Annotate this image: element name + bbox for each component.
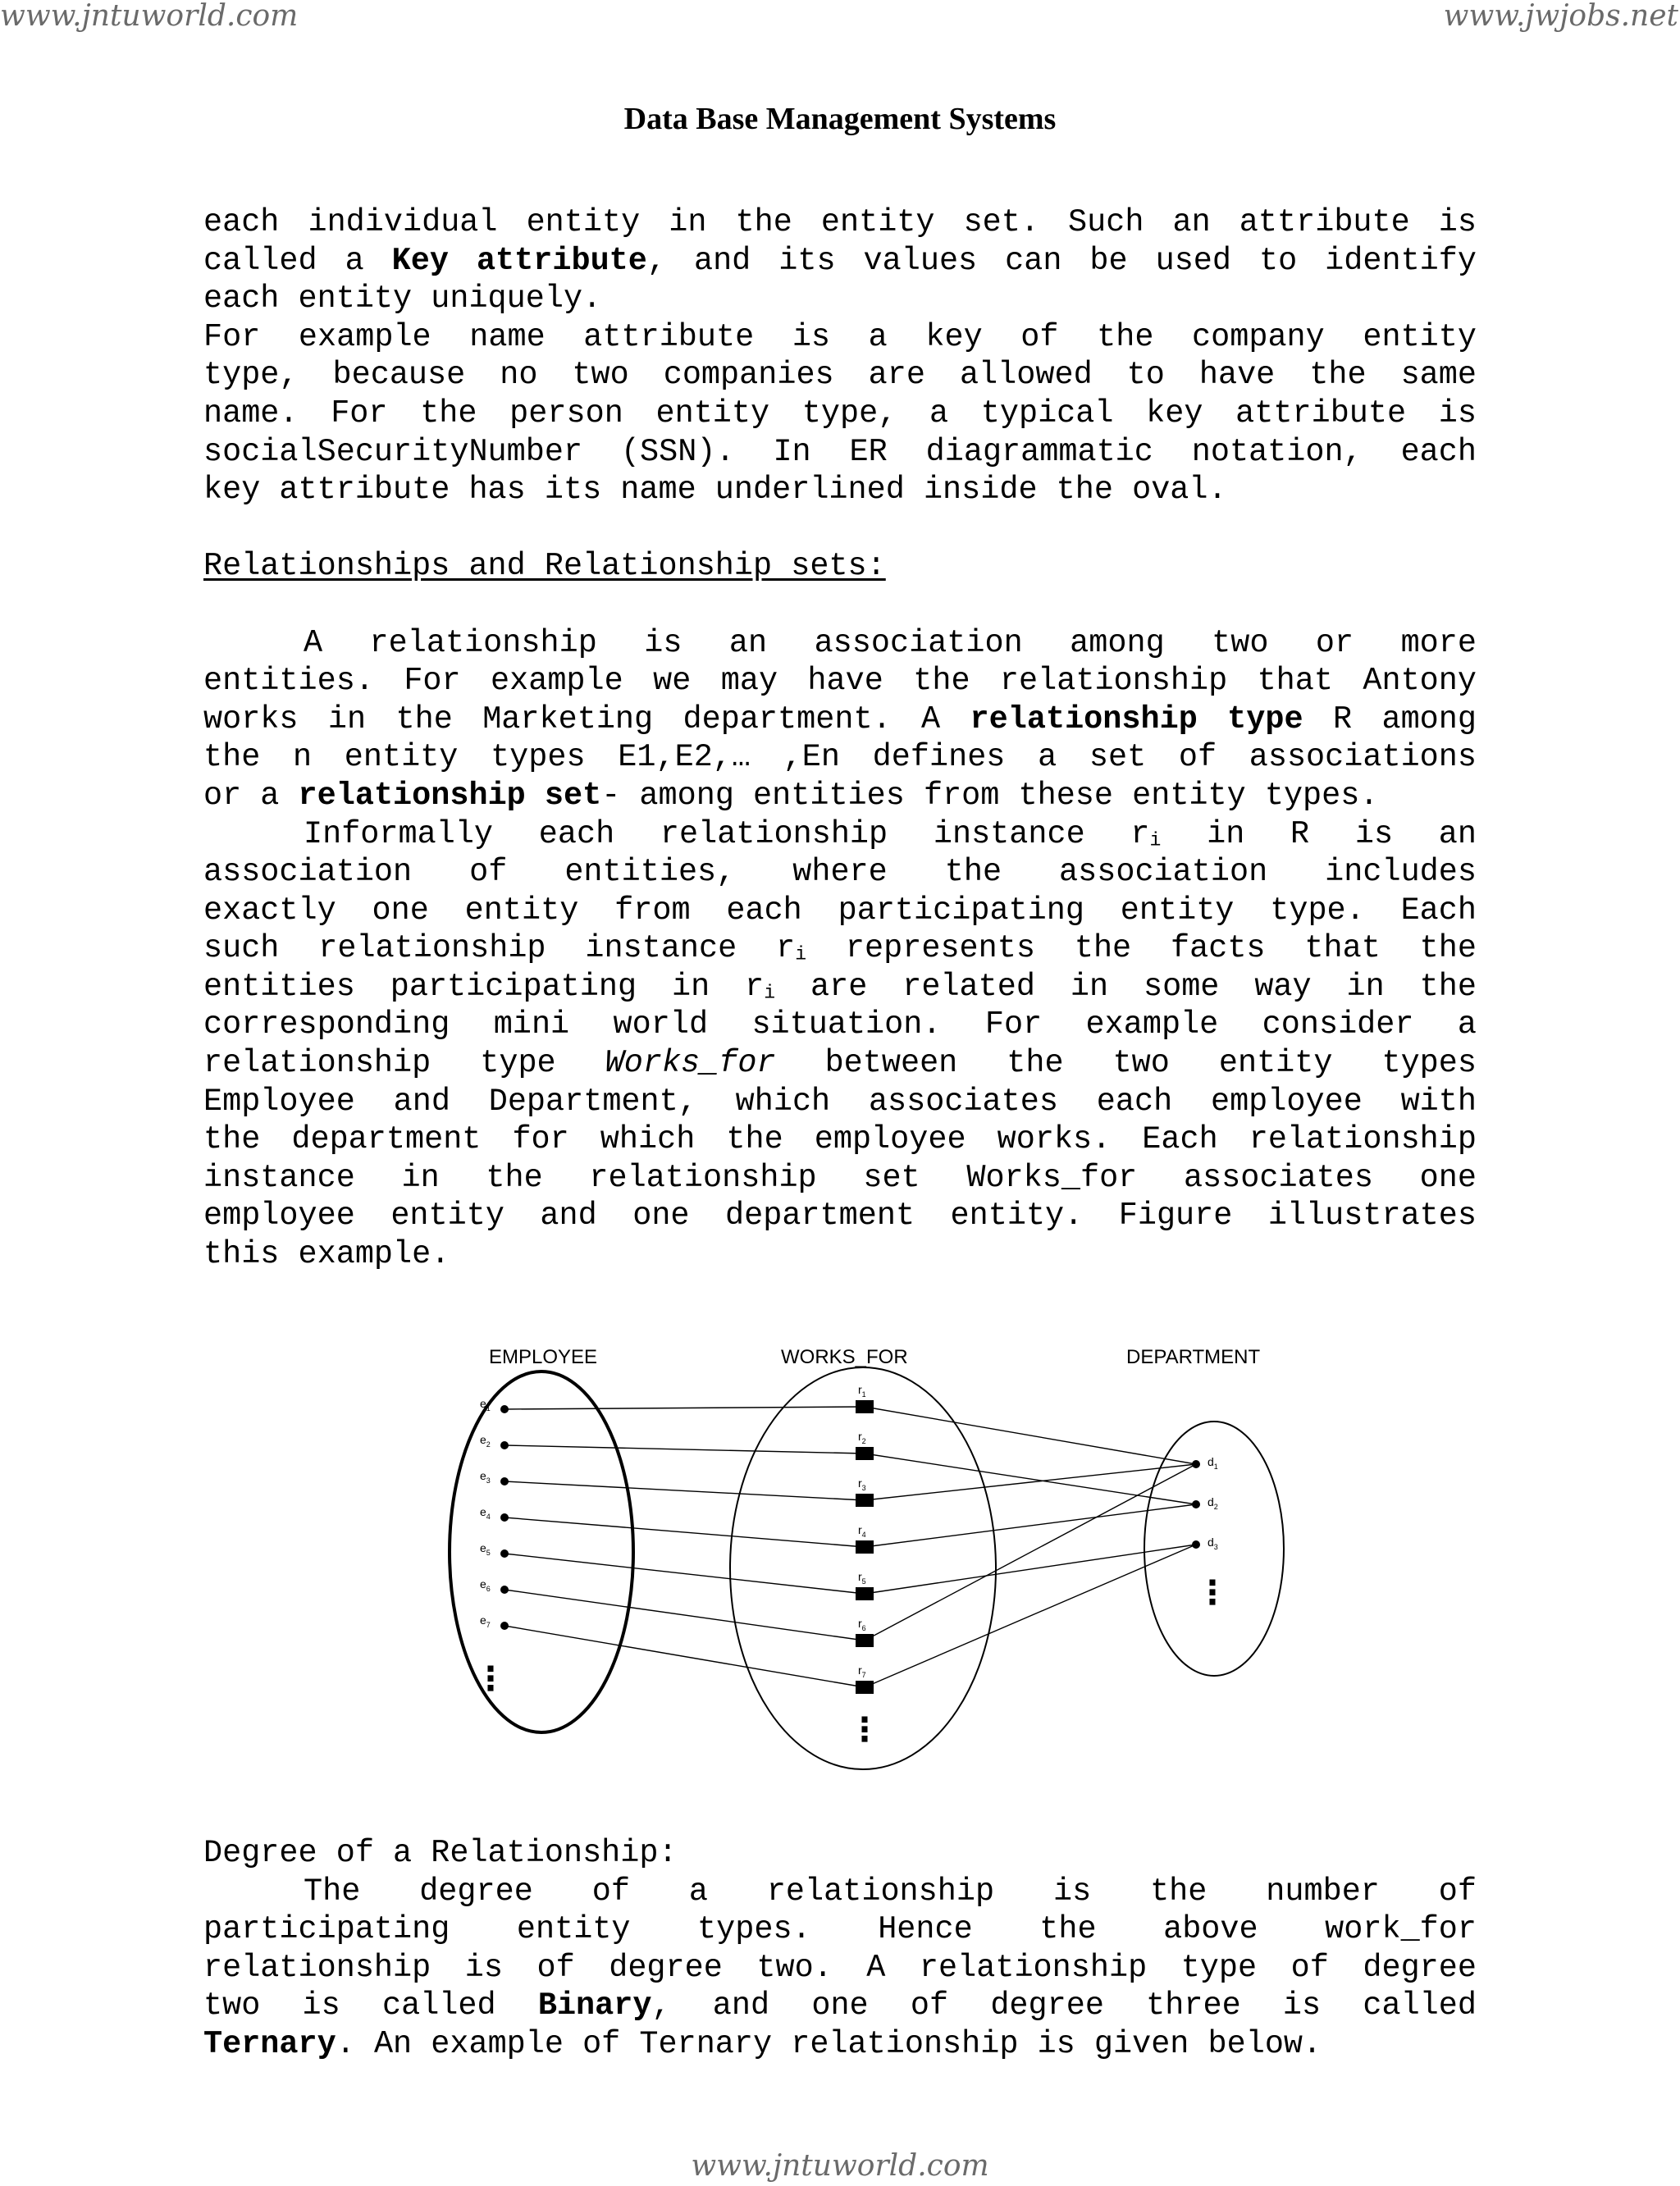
employee-node-label: $e_5$ (480, 1541, 491, 1557)
employee-link-line (504, 1481, 865, 1500)
employee-link-line (504, 1590, 865, 1641)
text-line: entities participating in $r_i$ are related in some way in the (203, 968, 1477, 1005)
employee-link-line (504, 1445, 865, 1454)
relationship-node (856, 1400, 874, 1413)
text-line: the n entity types E1,E2,… ,En defines a set of associations (203, 739, 1477, 776)
department-label: DEPARTMENT (1126, 1346, 1261, 1368)
department-node-label: $d_3$ (1208, 1536, 1218, 1551)
employee-node (500, 1549, 509, 1558)
text-line: corresponding mini world situation. For example consider a (203, 1006, 1477, 1043)
text-line: called a Key attribute, and its values can be used to identify (203, 242, 1477, 279)
works-for-set-oval (730, 1367, 996, 1769)
text-line: or a relationship set- among entities from these entity types. (203, 777, 1379, 814)
employee-node-label: $e_4$ (480, 1505, 491, 1521)
text-line: instance in the relationship set Works_for associates one (203, 1159, 1477, 1196)
department-link-line (865, 1407, 1196, 1464)
page-title: Data Base Management Systems (623, 102, 1057, 136)
relationship-node (856, 1494, 874, 1507)
degree-heading: Degree of a Relationship: (203, 1835, 678, 1871)
works-for-diagram (386, 1337, 1312, 1796)
employee-node (500, 1622, 509, 1630)
department-link-line (865, 1454, 1196, 1504)
department-node-label: $d_2$ (1208, 1495, 1218, 1511)
works-for-label: WORKS_FOR (781, 1346, 908, 1368)
employee-link-line (504, 1554, 865, 1594)
department-node (1192, 1500, 1200, 1508)
relationship-node (856, 1634, 874, 1647)
binary-term: Binary (537, 1987, 652, 2024)
text-line: Employee and Department, which associates each employee with (203, 1083, 1477, 1120)
relationship-node (856, 1447, 874, 1460)
watermark-bottom: www.jntuworld.com (691, 2149, 989, 2183)
relationship-node (856, 1681, 874, 1694)
ternary-term: Ternary (203, 2025, 336, 2062)
employee-node (500, 1586, 509, 1594)
relationships-heading: Relationships and Relationship sets: (203, 548, 886, 585)
relationship-node-label: $r_3$ (858, 1476, 866, 1492)
text-line: employee entity and one department entity. Figure illustrates (203, 1198, 1477, 1234)
employee-link-line (504, 1407, 865, 1409)
text-line: name. For the person entity type, a typical key attribute is (203, 395, 1477, 431)
text-line: key attribute has its name underlined inside the oval. (203, 472, 1227, 509)
employee-node (500, 1477, 509, 1485)
text-line: each individual entity in the entity set. Such an attribute is (203, 204, 1477, 240)
text-line: association of entities, where the association includes (203, 854, 1477, 891)
relationship-node-label: $r_2$ (858, 1430, 866, 1445)
relationship-type-term: relationship type (970, 701, 1303, 737)
relationship-node-label: $r_6$ (858, 1617, 866, 1632)
employee-link-line (504, 1517, 865, 1547)
text-line: each entity uniquely. (203, 281, 602, 317)
watermark-top-left: www.jntuworld.com (0, 0, 299, 33)
employee-node (500, 1513, 509, 1522)
employee-node (500, 1405, 509, 1413)
key-attribute-term: Key attribute (391, 242, 647, 279)
employee-node-label: $e_1$ (480, 1397, 491, 1412)
employee-link-line (504, 1626, 865, 1687)
text-line: exactly one entity from each participating entity type. Each (203, 892, 1477, 929)
text-line: Ternary. An example of Ternary relationship is given below. (203, 2025, 1322, 2062)
employee-node-label: $e_6$ (480, 1577, 491, 1593)
department-ellipsis: ⋮ (1196, 1574, 1229, 1612)
text-line: relationship is of degree two. A relationship type of degree (203, 1949, 1477, 1986)
employee-ellipsis: ⋮ (474, 1660, 507, 1698)
text-line: The degree of a relationship is the number of (304, 1873, 1477, 1910)
text-line: relationship type Works_for between the two entity types (203, 1045, 1477, 1082)
text-line: type, because no two companies are allowed to have the same (203, 357, 1477, 394)
relationship-node-label: $r_5$ (858, 1570, 866, 1586)
text-line: such relationship instance $r_i$ represents the facts that the (203, 930, 1477, 967)
department-node-label: $d_1$ (1208, 1455, 1218, 1471)
relationship-set-term: relationship set (298, 777, 602, 814)
works-for-term: Works_for (605, 1045, 776, 1082)
department-link-line (865, 1464, 1196, 1500)
employee-node (500, 1441, 509, 1449)
relationship-node (856, 1540, 874, 1554)
text-line: A relationship is an association among two or more (304, 624, 1477, 661)
relationship-node-label: $r_4$ (858, 1523, 866, 1539)
employee-node-label: $e_2$ (480, 1433, 491, 1449)
relationship-node-label: $r_7$ (858, 1663, 866, 1679)
text-line: For example name attribute is a key of the company entity (203, 318, 1477, 355)
department-link-line (865, 1545, 1196, 1687)
watermark-top-right: www.jwjobs.net (1443, 0, 1678, 33)
employee-label: EMPLOYEE (489, 1346, 598, 1368)
department-node (1192, 1540, 1200, 1549)
employee-node-label: $e_7$ (480, 1613, 491, 1629)
key-attribute-section (203, 203, 1477, 1274)
text-line: works in the Marketing department. A relationship type R among (203, 701, 1477, 737)
text-line: this example. (203, 1236, 450, 1273)
employee-node-label: $e_3$ (480, 1469, 491, 1485)
text-line: entities. For example we may have the relationship that Antony (203, 663, 1477, 700)
department-node (1192, 1460, 1200, 1468)
relationship-node-label: $r_1$ (858, 1383, 866, 1399)
text-line: the department for which the employee works. Each relationship (203, 1121, 1477, 1158)
department-link-line (865, 1504, 1196, 1547)
text-line: socialSecurityNumber (SSN). In ER diagrammatic notation, each (203, 433, 1477, 470)
text-line: Informally each relationship instance $r_i$ in R is an (304, 815, 1477, 852)
degree-section (203, 1834, 1477, 2064)
relationship-node (856, 1587, 874, 1600)
text-line: two is called Binary, and one of degree three is called (203, 1987, 1477, 2024)
relationship-ellipsis: ⋮ (848, 1711, 881, 1749)
text-line: participating entity types. Hence the above work_for (203, 1911, 1477, 1948)
